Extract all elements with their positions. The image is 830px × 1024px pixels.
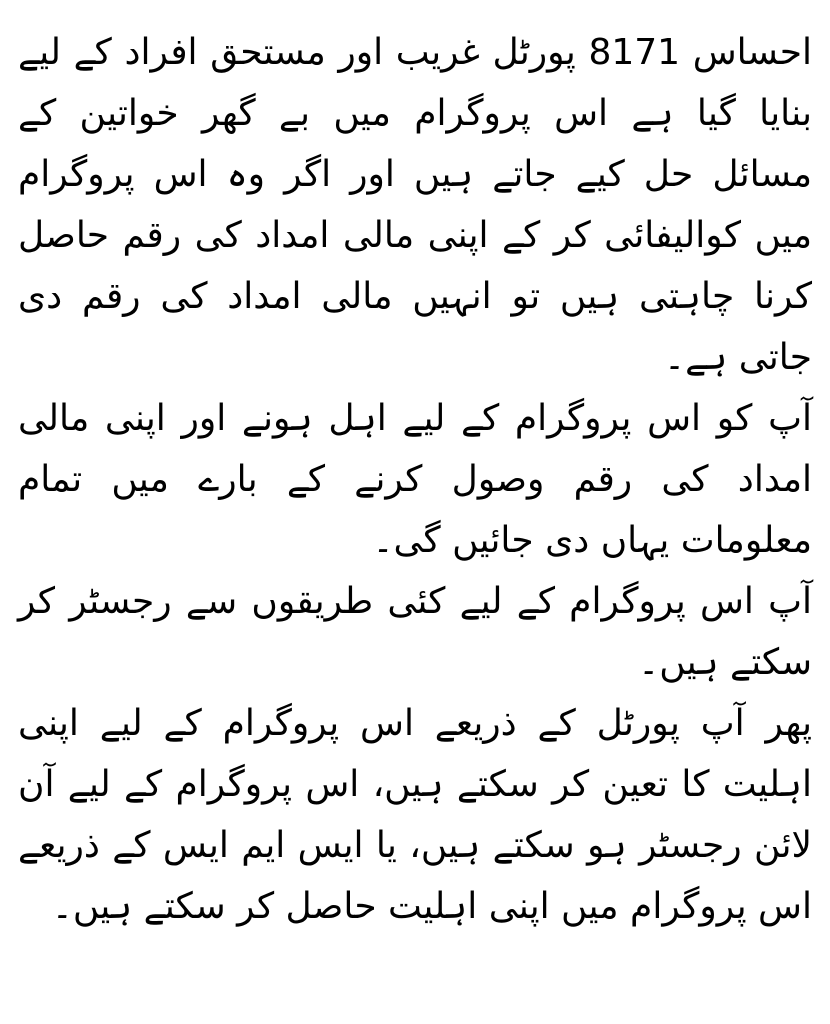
paragraph-registration-methods: پھر آپ پورٹل کے ذریعے اس پروگرام کے لیے اپنی اہلیت کا تعین کر سکتے ہیں، اس پروگرام کے لیے آن لائن رجسٹر ہو سکتے ہیں، یا ایس ایم ایس کے ذریعے اس پروگرام میں اپنی اہلیت حاصل کر سکتے ہیں۔: [18, 703, 812, 927]
paragraph-intro: احساس 8171 پورٹل غریب اور مستحق افراد کے لیے بنایا گیا ہے اس پروگرام میں بے گھر خواتین کے مسائل حل کیے جاتے ہیں اور اگر وہ اس پروگرام میں کوالیفائی کر کے اپنی مالی امداد کی رقم حاصل کرنا چاہتی ہیں تو انہیں مالی امداد کی رقم دی جاتی ہے۔: [18, 32, 813, 378]
paragraph-registration-ways: آپ اس پروگرام کے لیے کئی طریقوں سے رجسٹر کر سکتے ہیں۔: [18, 581, 812, 683]
paragraph-eligibility-info: آپ کو اس پروگرام کے لیے اہل ہونے اور اپنی مالی امداد کی رقم وصول کرنے کے بارے میں تمام معلومات یہاں دی جائیں گی۔: [18, 398, 812, 561]
